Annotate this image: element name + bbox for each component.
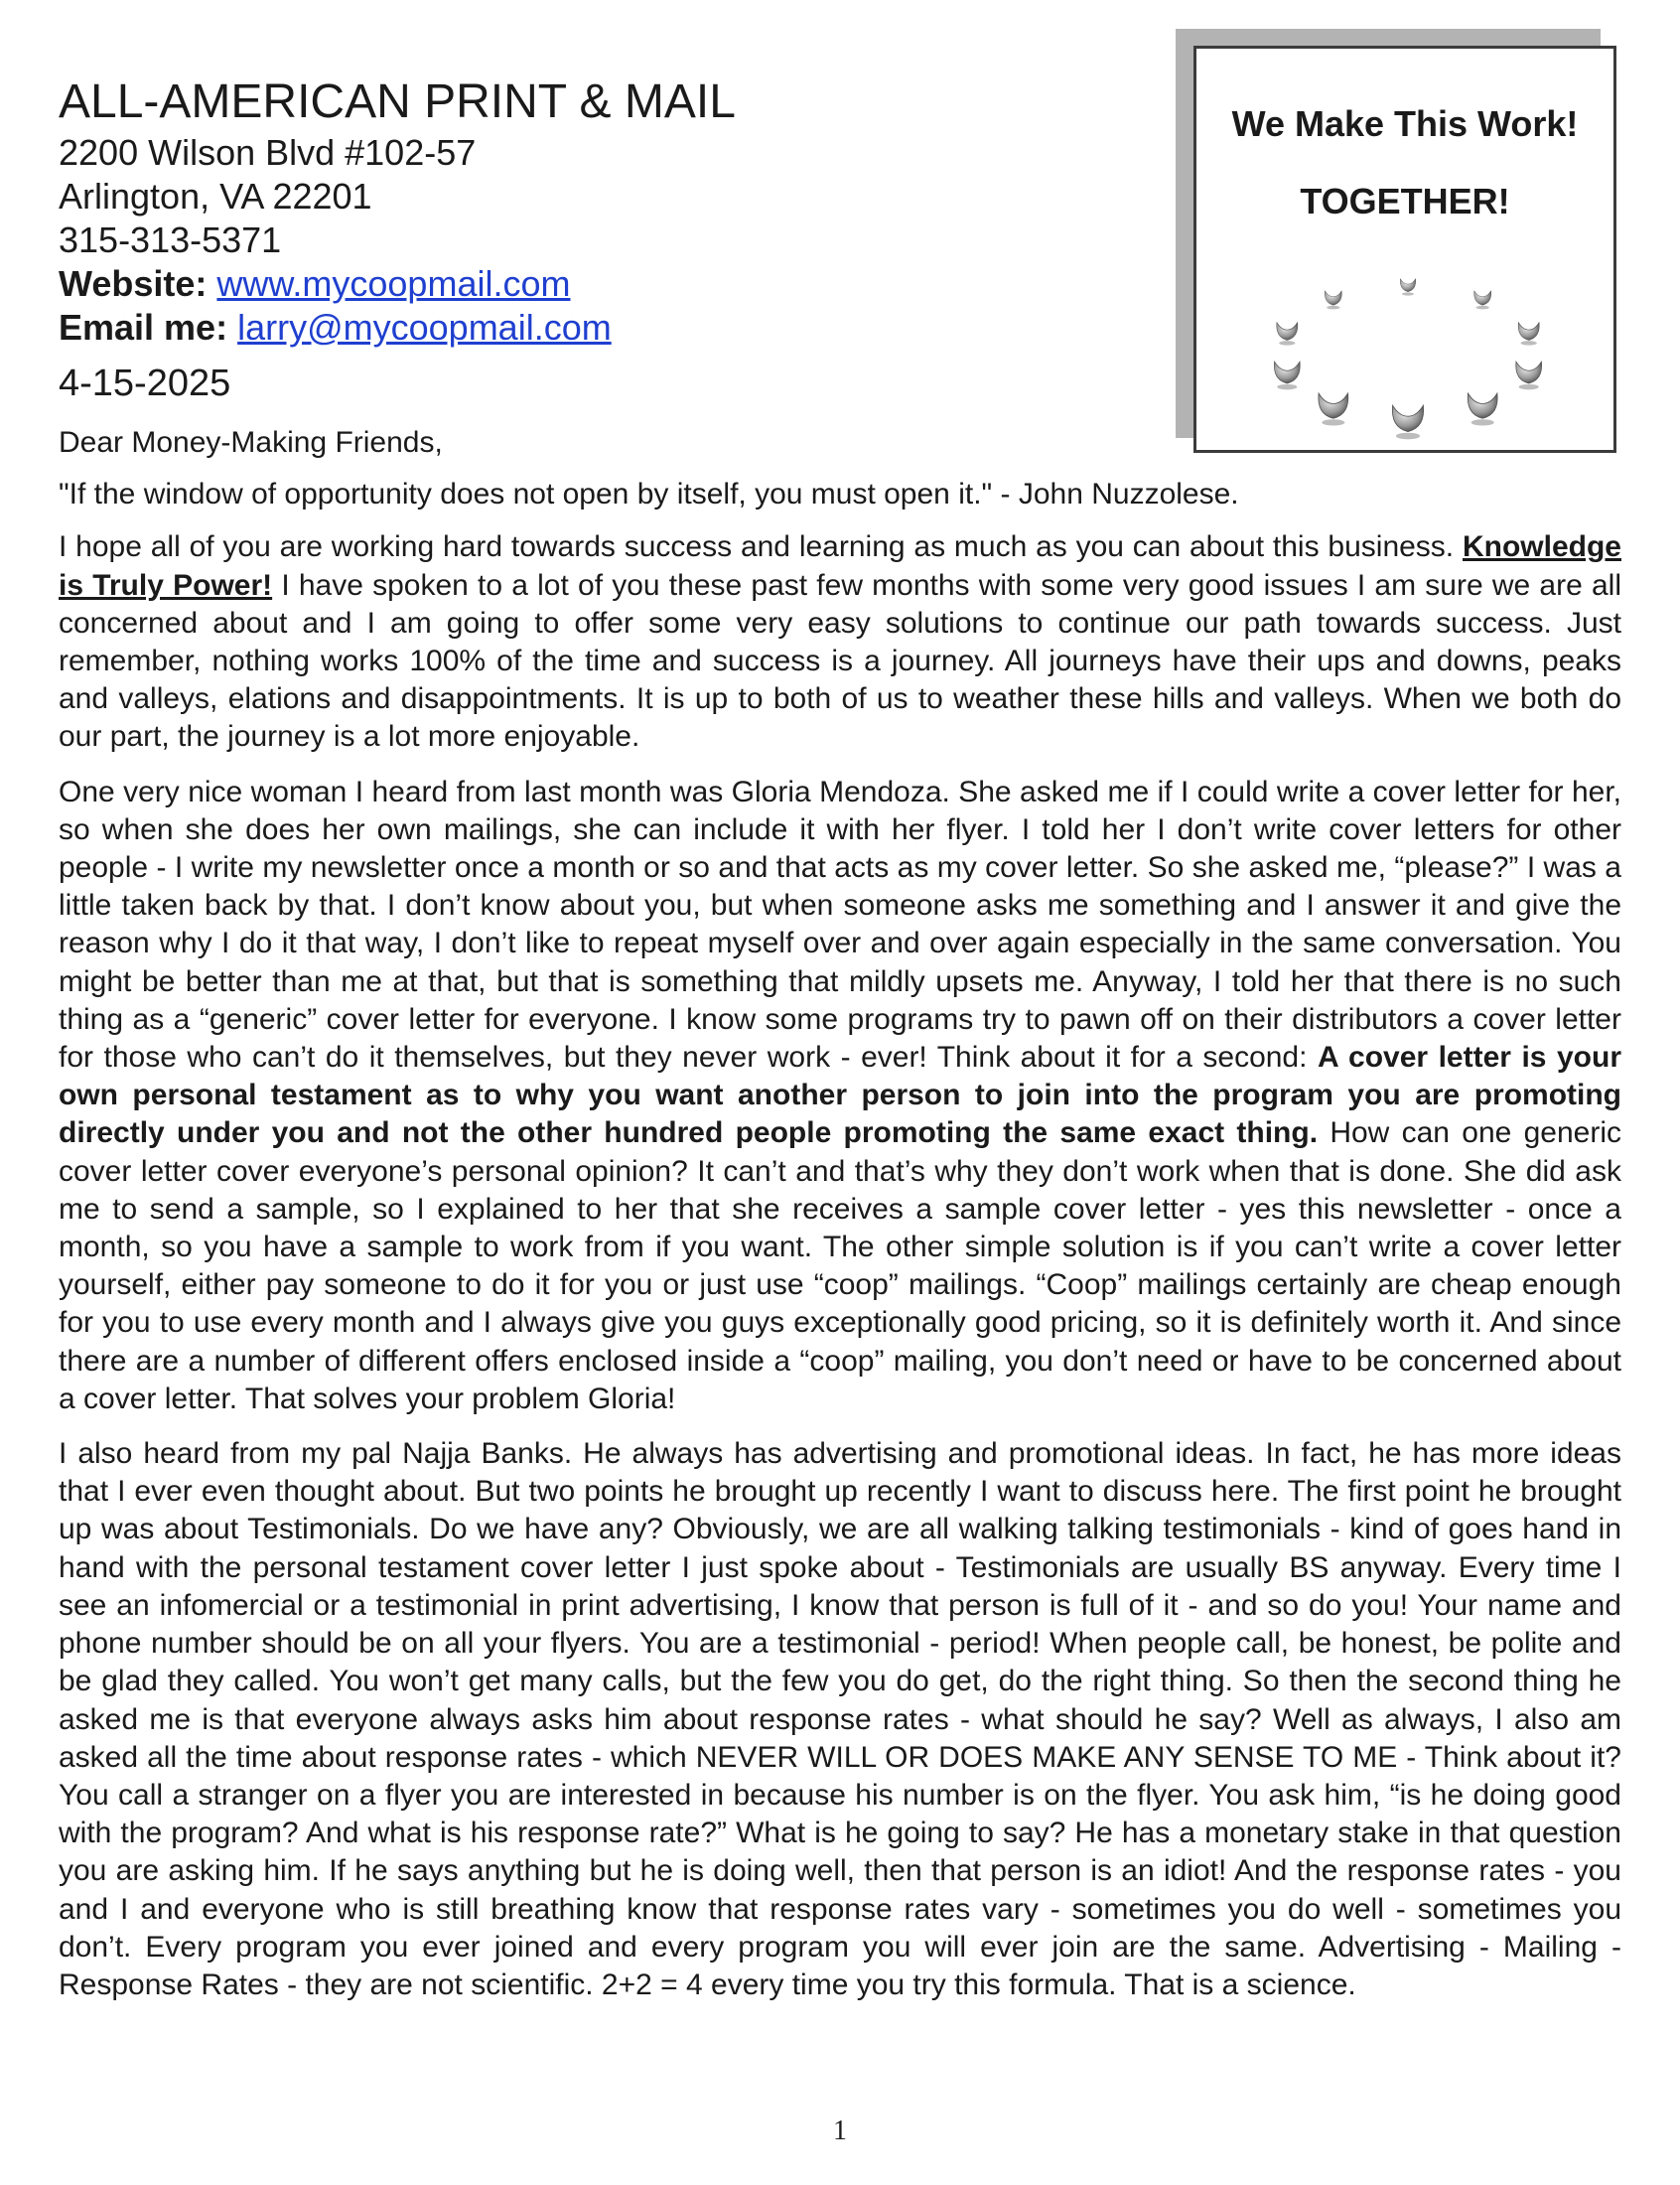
paragraph-1-emphasis: Knowledge is Truly Power! — [59, 530, 1621, 602]
chairs-circle-icon — [1256, 263, 1560, 442]
opening-quote: "If the window of opportunity does not open by itself, you must open it." - John Nuzzolese. — [59, 478, 1239, 511]
address-line-1: 2200 Wilson Blvd #102-57 — [59, 132, 477, 173]
paragraph-3: I also heard from my pal Najja Banks. He always has advertising and promotional ideas. In fact, he has more ideas that I ever even thought about. But two points he brought up recently I want to discuss here. The first point he brought up was about Testimonials. Do we have any? Obviously, we are all walking talking testimonials - kind of goes hand in hand with the personal testament cover letter I just spoke about - Testimonials are usually BS anyway. Every time I see an infomercial or a testimonial in print advertising, I know that person is full of it - and so do you! Your name and phone number should be on all your flyers. You are a testimonial - period! When people call, be honest, be polite and be glad they called. You won’t get many calls, but the few you do get, do the right thing. So then the second thing he asked me is that everyone always asks him about response rates - what should he say? Well as always, I also am asked all the time about response rates - which NEVER WILL OR DOES MAKE ANY SENSE TO ME - Think about it? You call a stranger on a flyer you are interested in because his number is on the flyer. You ask him, “is he doing good with the program? And what is his response rate?” What is he going to say? He has a monetary stake in that question you are asking him. If he says anything but he is doing well, then that person is an idiot! And the response rates - you and I and everyone who is still breathing know that response rates vary - sometimes you do well - sometimes you don’t. Every program you ever joined and every program you will ever join are the same. Advertising - Mailing - Response Rates - they are not scientific. 2+2 = 4 every time you try this formula. That is a science. — [59, 1437, 1621, 2001]
paragraph-2-bold: A cover letter is your own personal testament as to why you want another person to join into the program you are promoting directly under you and not the other hundred people promoting the same exact thing. — [59, 1041, 1621, 1150]
chair-shape — [1516, 362, 1542, 389]
chair-shape — [1325, 291, 1341, 310]
paragraph-1 — [59, 528, 1621, 756]
paragraph-2-start: One very nice woman I heard from last month was Gloria Mendoza. She asked me if I could write a cover letter for her, so when she does her own mailings, she can include it with her flyer. I told her I don’t write cover letters for other people - I write my newsletter once a month or so and that acts as my cover letter. So she asked me, “please?” I was a little taken back by that. I don’t know about you, but when someone asks me something and I answer it and give the reason why I do it that way, I don’t like to repeat myself over and over again especially in the same conversation. You might be better than me at that, but that is something that mildly upsets me. Anyway, I told her that there is no such thing as a “generic” cover letter for everyone. I know some programs try to pawn off on their distributors a cover letter for those who can’t do it themselves, but they never work - ever! Think about it for a second: — [59, 775, 1621, 1075]
promo-box — [1193, 46, 1616, 453]
chair-shape — [1518, 323, 1539, 346]
paragraph-2 — [59, 774, 1621, 1418]
company-name: ALL-AMERICAN PRINT & MAIL — [59, 75, 736, 128]
chair-shape — [1400, 279, 1416, 296]
chair-shape — [1277, 323, 1298, 346]
letter-date: 4-15-2025 — [59, 363, 231, 404]
greeting: Dear Money-Making Friends, — [59, 426, 443, 459]
paragraph-1-start: I hope all of you are working hard towards success and learning as much as you can about this business. — [59, 530, 1455, 564]
phone-number: 315-313-5371 — [59, 219, 282, 260]
email-label: Email me: — [59, 307, 228, 348]
paragraph-2-rest: How can one generic cover letter cover everyone’s personal opinion? It can’t and that’s why they don’t work when that is done. She did ask me to send a sample, so I explained to her that she receives a sample cover letter - yes this newsletter - once a month, so you have a sample to work from if you want. The other simple solution is if you can’t write a cover letter yourself, either pay someone to do it for you or just use “coop” mailings. “Coop” mailings certainly are cheap enough for you to use every month and I always give you guys exceptionally good pricing, so it is definitely worth it. And since there are a number of different offers enclosed inside a “coop” mailing, you don’t need or have to be concerned about a cover letter. That solves your problem Gloria! — [59, 1116, 1621, 1415]
letter-body — [59, 424, 1621, 2021]
chair-shape — [1274, 362, 1300, 389]
letterhead — [59, 73, 1131, 407]
chair-shape — [1319, 393, 1348, 426]
chair-shape — [1474, 291, 1491, 310]
paragraph-1-rest: I have spoken to a lot of you these past few months with some very good issues I am sure we are all concerned about and I am going to offer some very easy solutions to continue our path towards success. Just remember, nothing works 100% of the time and success is a journey. All journeys have their ups and downs, peaks and valleys, elations and disappointments. It is up to both of us to weather these hills and valleys. When we both do our part, the journey is a lot more enjoyable. — [59, 568, 1621, 754]
promo-line-1: We Make This Work! — [1231, 103, 1579, 144]
address-line-2: Arlington, VA 22201 — [59, 176, 372, 217]
website-label: Website: — [59, 263, 208, 304]
email-line — [59, 306, 1131, 350]
website-link[interactable]: www.mycoopmail.com — [216, 263, 571, 304]
page-number: 1 — [833, 2115, 847, 2146]
website-line — [59, 262, 1131, 306]
chair-shape — [1468, 393, 1497, 426]
promo-line-2: TOGETHER! — [1300, 181, 1510, 221]
email-link[interactable]: larry@mycoopmail.com — [237, 307, 612, 348]
